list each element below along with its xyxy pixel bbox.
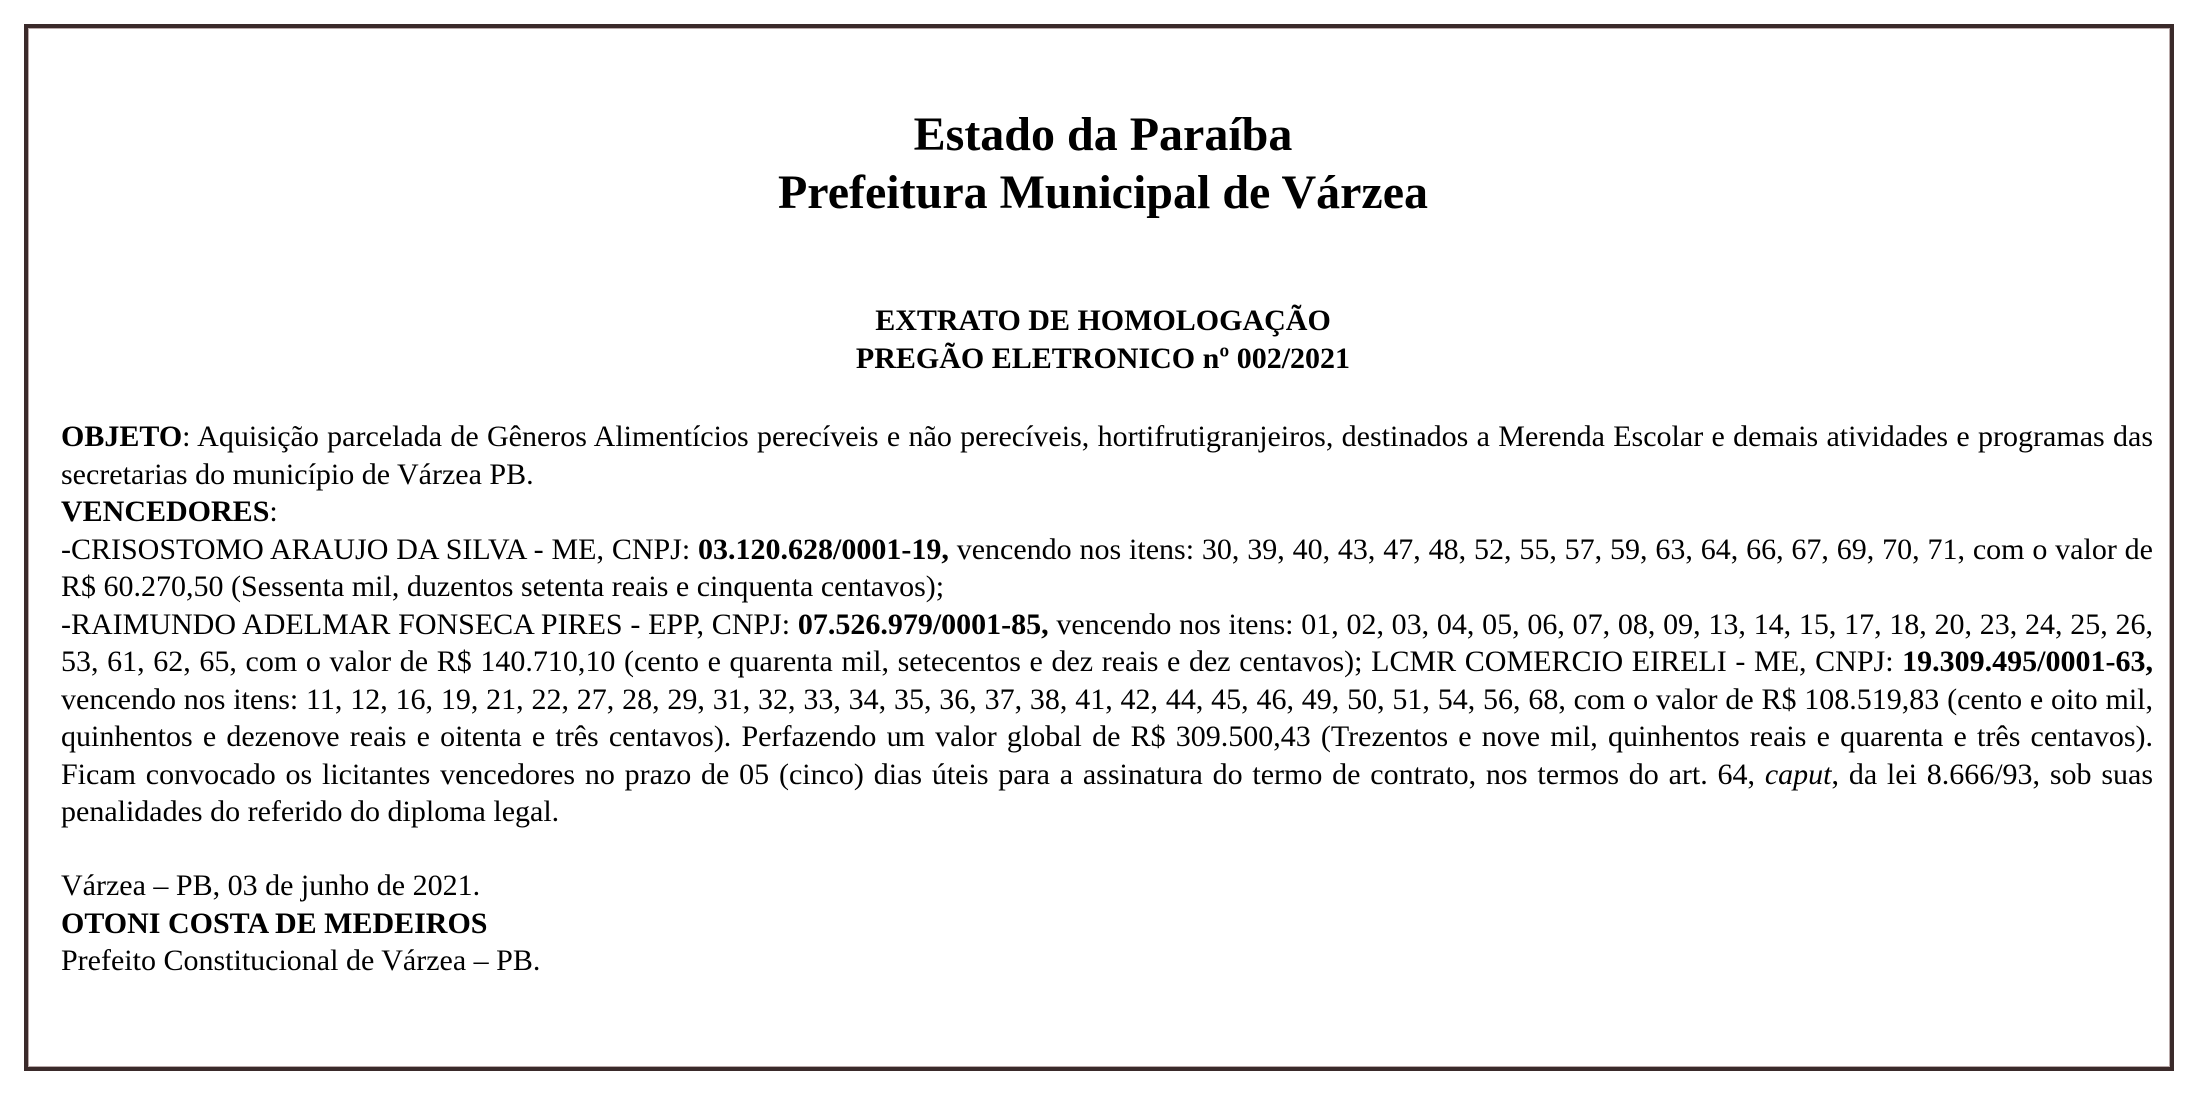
process-title: PREGÃO ELETRONICO nº 002/2021 (855, 342, 1351, 375)
winner-1-paragraph (61, 531, 2153, 606)
objeto-text: : Aquisição parcelada de Gêneros Alimentícios perecíveis e não perecíveis, hortifrutigranjeiros, destinados a Merenda Escolar e demais atividades e programas das secretarias do município de Várzea PB. (61, 420, 2153, 491)
objeto-paragraph (61, 418, 2153, 493)
city-title: Prefeitura Municipal de Várzea (777, 166, 1429, 219)
winner-2-cnpj: 07.526.979/0001-85, (797, 607, 1049, 641)
document-body (61, 418, 2153, 831)
doc-type-title: EXTRATO DE HOMOLOGAÇÃO (875, 304, 1331, 337)
winner-1-details: vencendo nos itens: 30, 39, 40, 43, 47, 48, 52, 55, 57, 59, 63, 64, 66, 67, 69, 70, 71, com o valor de R$ 60.270,50 (Sessenta mil, duzentos setenta reais e cinquenta centavos); (61, 532, 2153, 603)
signatory-role: Prefeito Constitucional de Várzea – PB. (61, 944, 541, 977)
objeto-label: OBJETO (61, 420, 183, 453)
document-header (28, 106, 2178, 222)
winner-2-details: vencendo nos itens: 01, 02, 03, 04, 05, 06, 07, 08, 09, 13, 14, 15, 17, 18, 20, 23, 24, 25, 26, 53, 61, 62, 65, com o valor de R$ 140.710,10 (cento e quarenta mil, setecentos e dez reais e dez centavos); LCMR COMERCIO EIRELI - ME, CNPJ: (61, 607, 2153, 678)
signatory-name: OTONI COSTA DE MEDEIROS (61, 906, 488, 940)
vencedores-label: VENCEDORES (61, 495, 270, 528)
winner-3-cnpj: 19.309.495/0001-63, (1902, 645, 2153, 678)
document-frame (24, 24, 2174, 1071)
winner-1-prefix: -CRISOSTOMO ARAUJO DA SILVA - ME, CNPJ: (61, 532, 699, 566)
document-titles (28, 302, 2178, 378)
winner-1-cnpj: 03.120.628/0001-19, (698, 532, 949, 566)
caput-term: caput (1764, 757, 1832, 791)
signature-block (61, 867, 1261, 980)
vencedores-heading (61, 493, 2153, 531)
closing-text: , da lei 8.666/93, sob suas penalidades do referido do diploma legal. (61, 757, 2153, 828)
winner-2-prefix: -RAIMUNDO ADELMAR FONSECA PIRES - EPP, CNPJ: (61, 607, 798, 641)
winner-3-details: vencendo nos itens: 11, 12, 16, 19, 21, 22, 27, 28, 29, 31, 32, 33, 34, 35, 36, 37, 38, 41, 42, 44, 45, 46, 49, 50, 51, 54, 56, 68, com o valor de R$ 108.519,83 (cento e oito mil, quinhentos e dezenove reais e oitenta e três centavos). Perfazendo um valor global de R$ 309.500,43 (Trezentos e nove mil, quinhentos reais e quarenta e três centavos). Ficam convocado os licitantes vencedores no prazo de 05 (cinco) dias úteis para a assinatura do termo de contrato, nos termos do art. 64, (61, 682, 2153, 791)
winner-2-paragraph (61, 606, 2153, 831)
state-title: Estado da Paraíba (913, 108, 1293, 161)
vencedores-colon: : (269, 495, 278, 528)
place-date: Várzea – PB, 03 de junho de 2021. (61, 869, 481, 902)
